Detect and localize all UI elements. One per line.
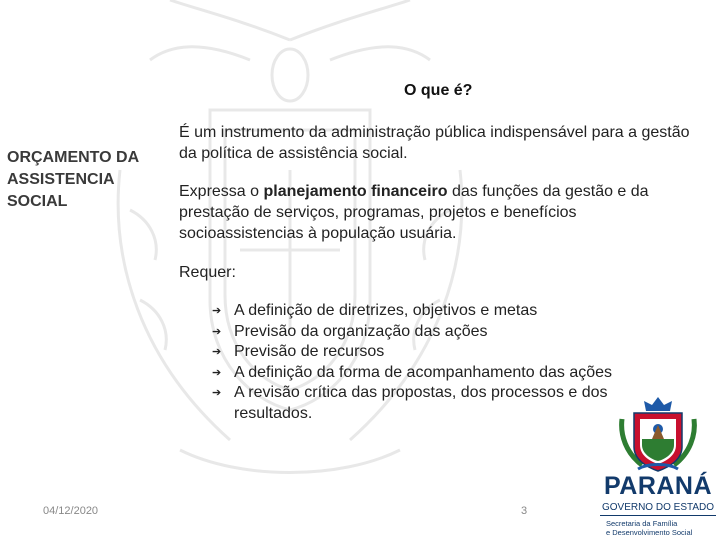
list-item <box>212 322 682 343</box>
list-item <box>212 342 682 363</box>
logo-department-line-2: e Desenvolvimento Social <box>606 528 693 537</box>
logo-subtitle: GOVERNO DO ESTADO <box>600 502 716 516</box>
side-title: ORÇAMENTO DA ASSISTENCIA SOCIAL <box>7 149 139 210</box>
list-item <box>212 363 682 384</box>
list-item-text: Previsão de recursos <box>234 343 385 360</box>
logo-department-line-1: Secretaria da Família <box>606 519 678 528</box>
slide-heading: O que é? <box>404 82 473 99</box>
arrow-icon: ➔ <box>212 387 222 399</box>
paragraph-expressa <box>179 181 699 244</box>
requer-label: Requer: <box>179 264 236 281</box>
paragraph-definition: É um instrumento da administração pública indispensável para a gestão da política de assistência social. <box>179 124 690 162</box>
arrow-icon: ➔ <box>212 325 222 338</box>
slide-number: 3 <box>521 505 528 517</box>
list-item-text: A revisão crítica das propostas, dos processos e dos resultados. <box>234 384 608 422</box>
logo-name: PARANÁ <box>603 472 713 500</box>
parana-crest-icon <box>612 395 704 473</box>
list-item <box>212 301 682 322</box>
paragraph-expressa-end: das funções da gestão e da prestação de serviços, programas, projetos e benefícios socioassistencias à população usuária. <box>179 183 649 242</box>
arrow-icon: ➔ <box>212 346 222 358</box>
list-item-text: A definição de diretrizes, objetivos e metas <box>234 302 538 319</box>
list-item-text: A definição da forma de acompanhamento das ações <box>234 363 613 381</box>
arrow-icon: ➔ <box>212 305 222 317</box>
arrow-icon: ➔ <box>212 366 222 379</box>
footer-date: 04/12/2020 <box>43 505 99 517</box>
parana-logo <box>600 395 716 540</box>
paragraph-expressa-start: Expressa o <box>179 183 264 200</box>
paragraph-expressa-bold: planejamento financeiro <box>263 183 448 200</box>
list-item-text: Previsão da organização das ações <box>234 322 488 340</box>
